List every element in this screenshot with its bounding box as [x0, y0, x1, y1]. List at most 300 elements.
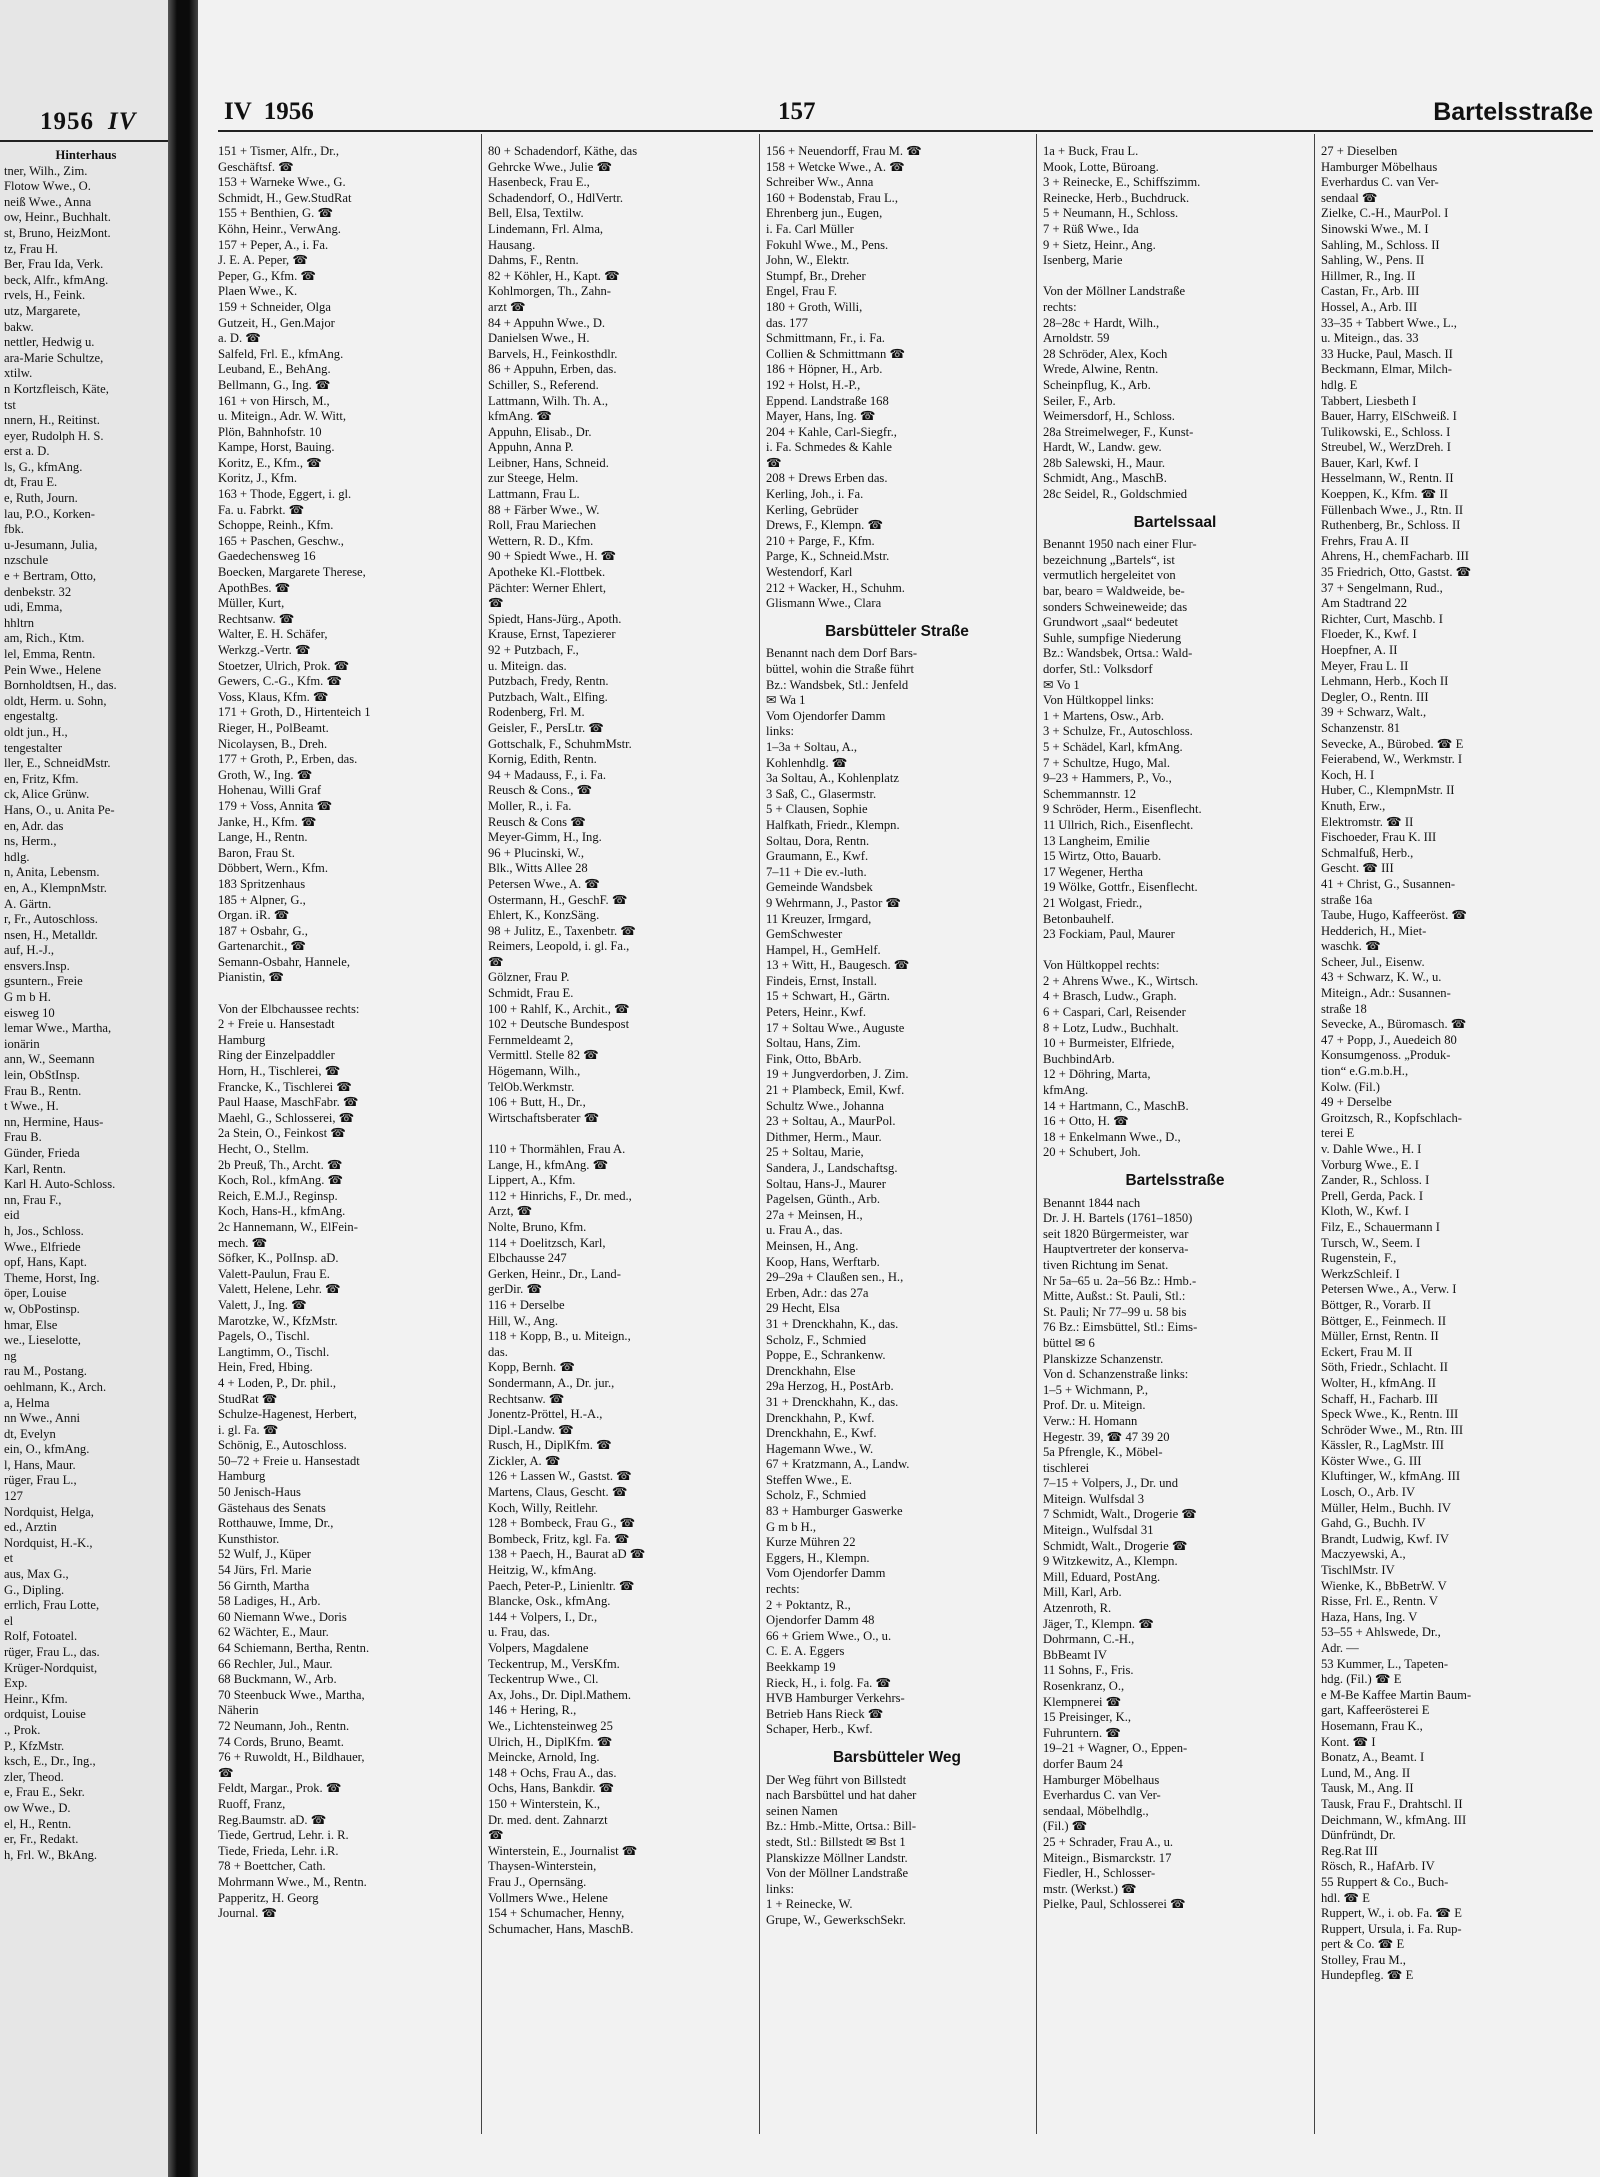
directory-entry: tiven Richtung im Senat. [1043, 1257, 1169, 1272]
left-page-line: ow, Heinr., Buchhalt. [4, 210, 111, 225]
directory-entry: Parge, K., Schneid.Mstr. [766, 549, 890, 564]
directory-entry: 29a Herzog, H., PostArb. [766, 1379, 894, 1394]
directory-entry: Rechtsanw. ☎ [488, 1391, 565, 1406]
directory-entry: 1–5 + Wichmann, P., [1043, 1382, 1149, 1397]
directory-entry: Elbchausse 247 [488, 1251, 567, 1266]
directory-entry: 183 Spritzenhaus [218, 876, 306, 891]
directory-entry: 185 + Alpner, G., [218, 892, 306, 907]
left-page-line: ow Wwe., D. [4, 1800, 71, 1815]
directory-entry: Verw.: H. Homann [1043, 1413, 1138, 1428]
directory-entry: 2 + Freie u. Hansestadt [218, 1017, 335, 1032]
column-divider [759, 134, 760, 2134]
directory-entry: ☎ [766, 455, 782, 470]
left-page-line: fbk. [4, 522, 24, 537]
directory-entry: Castan, Fr., Arb. III [1321, 284, 1420, 299]
left-page-line: ensvers.Insp. [4, 958, 70, 973]
directory-entry: 64 Schiemann, Bertha, Rentn. [218, 1641, 370, 1655]
directory-entry: Koch, H. I [1321, 767, 1375, 782]
directory-entry: 23 Fockiam, Paul, Maurer [1043, 927, 1175, 942]
directory-entry: Köhn, Heinr., VerwAng. [218, 221, 341, 236]
directory-entry: 80 + Schadendorf, Käthe, das [488, 144, 638, 158]
directory-entry: 29 Hecht, Elsa [766, 1301, 840, 1316]
directory-entry: Klempnerei ☎ [1043, 1694, 1122, 1709]
directory-entry: Ring der Einzelpaddler [218, 1048, 335, 1063]
directory-entry: Tausk, Frau F., Drahtschl. II [1321, 1796, 1463, 1811]
directory-entry: Winterstein, E., Journalist ☎ [488, 1843, 638, 1858]
directory-entry: Kampe, Horst, Bauing. [218, 440, 335, 455]
left-page-line: w, ObPostinsp. [4, 1301, 80, 1316]
left-page-line: tner, Wilh., Zim. [4, 163, 88, 178]
directory-entry: 29–29a + Claußen sen., H., [766, 1270, 904, 1285]
left-page-line: tengestalter [4, 740, 63, 755]
directory-entry: gerDir. ☎ [488, 1282, 543, 1297]
directory-entry: Losch, O., Arb. IV [1321, 1485, 1416, 1500]
directory-entry: Lehmann, Herb., Koch II [1321, 674, 1449, 689]
directory-entry: 27a + Meinsen, H., [766, 1207, 863, 1222]
left-page-line: lemar Wwe., Martha, [4, 1021, 112, 1036]
left-page-line: hdlg. [4, 849, 30, 864]
directory-entry: Von Hültkoppel rechts: [1043, 958, 1160, 973]
directory-entry: Bauer, Harry, ElSchweiß. I [1321, 409, 1457, 424]
directory-entry: BuchbindArb. [1043, 1051, 1115, 1066]
directory-entry: Isenberg, Marie [1043, 253, 1123, 268]
directory-entry: tion“ e.G.m.b.H., [1321, 1064, 1409, 1079]
directory-entry: Böttger, E., Feinmech. II [1321, 1313, 1447, 1328]
directory-entry: 28c Seidel, R., Goldschmied [1043, 487, 1188, 502]
directory-entry: Lund, M., Ang. II [1321, 1765, 1411, 1780]
directory-entry: Vollmers Wwe., Helene [488, 1890, 608, 1905]
directory-entry: 8 + Lotz, Ludw., Buchhalt. [1043, 1020, 1179, 1035]
directory-entry: Bz.: Wandsbek, Ortsa.: Wald- [1043, 646, 1193, 661]
directory-entry: Lindemann, Frl. Alma, [488, 221, 604, 236]
directory-entry: ☎ [488, 1828, 504, 1843]
directory-entry: 98 + Julitz, E., Taxenbetr. ☎ [488, 923, 636, 938]
directory-entry: Beckmann, Elmar, Milch- [1321, 362, 1452, 377]
directory-entry: 208 + Drews Erben das. [766, 471, 888, 486]
directory-entry: 180 + Groth, Willi, [766, 299, 863, 314]
directory-entry: 52 Wulf, J., Küper [218, 1547, 312, 1562]
directory-entry: Drenckhahn, P., Kwf. [766, 1410, 875, 1425]
directory-entry: 6 + Caspari, Carl, Reisender [1043, 1005, 1186, 1020]
directory-entry: hdlg. E [1321, 377, 1358, 392]
directory-entry: 12 + Döhring, Marta, [1043, 1067, 1151, 1082]
left-page-line: am, Rich., Ktm. [4, 631, 85, 646]
left-page-line: we., Lieselotte, [4, 1333, 81, 1348]
directory-entry: Plaen Wwe., K. [218, 284, 298, 299]
directory-entry: Walter, E. H. Schäfer, [218, 627, 328, 642]
directory-entry: Frehrs, Frau A. II [1321, 533, 1409, 548]
directory-entry: Hagemann Wwe., W. [766, 1441, 874, 1456]
left-page-line: et [4, 1551, 14, 1566]
directory-entry: 5 + Neumann, H., Schloss. [1043, 206, 1179, 221]
left-page-line: Wwe., Elfriede [4, 1239, 81, 1254]
directory-entry: 13 Langheim, Emilie [1043, 833, 1150, 848]
directory-entry: Nicolaysen, B., Dreh. [218, 736, 328, 751]
directory-entry: Peper, G., Kfm. ☎ [218, 268, 317, 283]
left-page-line: denbekstr. 32 [4, 584, 72, 599]
directory-entry: Wolter, H., kfmAng. II [1321, 1375, 1436, 1390]
directory-entry: Hausang. [488, 237, 536, 252]
directory-entry: Betonbauhelf. [1043, 911, 1114, 926]
directory-entry: Janke, H., Kfm. ☎ [218, 814, 317, 829]
directory-entry: 58 Ladiges, H., Arb. [218, 1594, 321, 1609]
directory-entry: hdl. ☎ E [1321, 1890, 1370, 1905]
directory-entry: Gaedechensweg 16 [218, 549, 316, 564]
directory-entry: Haza, Hans, Ing. V [1321, 1609, 1418, 1624]
directory-entry: Elektromstr. ☎ II [1321, 814, 1414, 829]
directory-entry: 118 + Kopp, B., u. Miteign., [488, 1329, 631, 1344]
directory-entry: Köster Wwe., G. III [1321, 1453, 1422, 1468]
directory-entry: Mitte, Außst.: St. Pauli, Stl.: [1043, 1289, 1186, 1304]
directory-entry: 17 + Soltau Wwe., Auguste [766, 1020, 905, 1035]
left-page-line: lein, ObStInsp. [4, 1068, 80, 1083]
directory-entry: Sahling, W., Pens. II [1321, 253, 1425, 268]
left-page-line: G m b H. [4, 990, 51, 1005]
directory-entry: G m b H., [766, 1519, 817, 1534]
left-page-line: udi, Emma, [4, 600, 63, 615]
directory-entry: 33–35 + Tabbert Wwe., L., [1321, 315, 1457, 330]
directory-entry: Rosenkranz, O., [1043, 1679, 1125, 1693]
directory-entry: Suhle, sumpfige Niederung [1043, 630, 1182, 645]
directory-entry: 179 + Voss, Annita ☎ [218, 798, 333, 813]
directory-entry: Risse, Frl. E., Rentn. V [1321, 1594, 1438, 1609]
directory-entry: u. Frau A., das. [766, 1223, 843, 1238]
directory-entry: bar, bearo = Waldweide, be- [1043, 584, 1185, 599]
left-page-line: st, Bruno, HeizMont. [4, 225, 111, 240]
directory-entry: Söfker, K., PolInsp. aD. [218, 1251, 339, 1266]
directory-entry: Petersen Wwe., A., Verw. I [1321, 1282, 1457, 1297]
directory-entry: Taube, Hugo, Kaffeeröst. ☎ [1321, 908, 1468, 923]
left-page-line: h, Frl. W., BkAng. [4, 1847, 98, 1862]
directory-entry: Scholz, F., Schmied [766, 1332, 867, 1347]
directory-entry: Putzbach, Fredy, Rentn. [488, 674, 609, 689]
directory-entry: 19 + Jungverdorben, J. Zim. [766, 1067, 909, 1082]
directory-entry: Reinecke, Herb., Buchdruck. [1043, 190, 1190, 205]
directory-entry: 19 Wölke, Gottfr., Eisenflecht. [1043, 880, 1198, 895]
directory-entry: Kolw. (Fil.) [1321, 1079, 1381, 1094]
directory-entry: 158 + Wetcke Wwe., A. ☎ [766, 159, 905, 174]
directory-entry: Dahms, F., Rentn. [488, 253, 579, 268]
directory-entry: 78 + Boettcher, Cath. [218, 1859, 326, 1874]
directory-entry: Tiede, Frieda, Lehr. i.R. [218, 1843, 339, 1858]
directory-entry: 66 + Griem Wwe., O., u. [766, 1628, 892, 1643]
directory-entry: das. [488, 1344, 508, 1359]
directory-entry: Kerling, Joh., i. Fa. [766, 487, 864, 502]
directory-entry: 204 + Kahle, Carl-Siegfr., [766, 424, 897, 439]
directory-entry: 1 + Reinecke, W. [766, 1897, 853, 1912]
left-page-header [40, 108, 136, 136]
directory-entry: Collien & Schmittmann ☎ [766, 346, 906, 361]
directory-entry: Schmidt, Frau E. [488, 986, 574, 1001]
directory-entry: Gerken, Heinr., Dr., Land- [488, 1266, 621, 1281]
directory-entry: Tabbert, Liesbeth I [1321, 393, 1417, 408]
directory-entry: Stolley, Frau M., [1321, 1952, 1406, 1967]
directory-entry: Scheinpflug, K., Arb. [1043, 377, 1151, 392]
directory-entry: Steffen Wwe., E. [766, 1472, 852, 1487]
left-page-line: aus, Max G., [4, 1567, 69, 1582]
directory-entry: 3 + Reinecke, E., Schiffszimm. [1043, 175, 1201, 190]
left-page-line: eyer, Rudolph H. S. [4, 428, 104, 443]
directory-entry: 5 + Clausen, Sophie [766, 802, 868, 817]
directory-entry: Ax, Johs., Dr. Dipl.Mathem. [488, 1687, 632, 1702]
directory-entry: Petersen Wwe., A. ☎ [488, 876, 600, 891]
directory-entry: i. gl. Fa. ☎ [218, 1422, 279, 1437]
directory-entry: 18 + Enkelmann Wwe., D., [1043, 1129, 1181, 1144]
left-page-line: Flotow Wwe., O. [4, 179, 91, 194]
directory-entry: 15 Wirtz, Otto, Bauarb. [1043, 849, 1162, 864]
directory-entry: Fischoeder, Frau K. III [1321, 830, 1437, 845]
directory-entry: Ruppert, Ursula, i. Fa. Rup- [1321, 1921, 1462, 1936]
directory-entry: Jonentz-Pröttel, H.-A., [488, 1407, 603, 1422]
left-page-fragment [0, 0, 168, 2177]
left-page-line: Frau B., Rentn. [4, 1083, 82, 1098]
left-page-line: Frau B. [4, 1130, 42, 1145]
directory-entry: Ruppert, W., i. ob. Fa. ☎ E [1321, 1906, 1462, 1921]
directory-entry: 112 + Hinrichs, F., Dr. med., [488, 1188, 632, 1203]
directory-entry: Ahrens, H., chemFacharb. III [1321, 549, 1469, 564]
directory-entry: Rieck, H., i. folg. Fa. ☎ [766, 1675, 892, 1690]
directory-entry: Everhardus C. van Ver- [1043, 1788, 1161, 1803]
directory-entry: Schönig, E., Autoschloss. [218, 1438, 347, 1453]
directory-entry: Schiller, S., Referend. [488, 377, 599, 392]
left-page-line: a, Helma [4, 1395, 50, 1410]
left-page-line: ara-Marie Schultze, [4, 350, 104, 365]
directory-entry: Stoetzer, Ulrich, Prok. ☎ [218, 658, 350, 673]
left-page-line: t Wwe., H. [4, 1099, 59, 1114]
column-divider [1036, 134, 1037, 2134]
directory-entry: kfmAng. ☎ [488, 409, 552, 424]
directory-entry: 15 + Schwart, H., Gärtn. [766, 989, 890, 1004]
directory-entry: 171 + Groth, D., Hirtenteich 1 [218, 705, 371, 720]
left-page-line: Pein Wwe., Helene [4, 662, 101, 677]
directory-entry: Ehlert, K., KonzSäng. [488, 908, 600, 923]
page-year: 1956 [263, 98, 314, 125]
directory-entry: Hamburg [218, 1032, 266, 1047]
left-page-line: rüger, Frau L., das. [4, 1645, 100, 1659]
left-page-line: el [4, 1613, 14, 1628]
directory-entry: 144 + Volpers, I., Dr., [488, 1609, 598, 1624]
directory-entry: 9 Witzkewitz, A., Klempn. [1043, 1554, 1178, 1569]
directory-entry: Müller, Helm., Buchh. IV [1321, 1500, 1451, 1515]
left-page-line: P., KfzMstr. [4, 1738, 65, 1753]
directory-entry: Reg.Rat III [1321, 1843, 1378, 1858]
directory-entry: Plön, Bahnhofstr. 10 [218, 424, 322, 439]
directory-entry: Ochs, Hans, Bankdir. ☎ [488, 1781, 615, 1796]
directory-entry: Hesselmann, W., Rentn. II [1321, 471, 1454, 486]
directory-entry: Hauptvertreter der konserva- [1043, 1242, 1189, 1257]
directory-entry: Fa. u. Fabrkt. ☎ [218, 502, 305, 517]
directory-entry: Appuhn, Anna P. [488, 440, 574, 455]
directory-entry: Schoppe, Reinh., Kfm. [218, 518, 334, 533]
directory-entry: WerkzSchleif. I [1321, 1266, 1400, 1281]
directory-entry: Weimersdorf, H., Schloss. [1043, 409, 1175, 424]
directory-entry: Langtimm, O., Tischl. [218, 1344, 330, 1359]
directory-entry: 76 + Ruwoldt, H., Bildhauer, [218, 1750, 365, 1765]
directory-entry: Gehrcke Wwe., Julie ☎ [488, 159, 613, 174]
directory-entry: We., Lichtensteinweg 25 [488, 1718, 613, 1733]
directory-entry: John, W., Elektr. [766, 253, 850, 268]
directory-entry: terei E [1321, 1126, 1355, 1141]
directory-entry: Vorburg Wwe., E. I [1321, 1157, 1419, 1172]
directory-entry: Konsumgenoss. „Produk- [1321, 1048, 1451, 1063]
directory-entry: 76 Bz.: Eimsbüttel, Stl.: Eims- [1043, 1320, 1198, 1335]
directory-entry: Valett-Paulun, Frau E. [218, 1266, 330, 1281]
left-page-line: e + Bertram, Otto, [4, 569, 97, 584]
directory-entry: Fokuhl Wwe., M., Pens. [766, 237, 889, 252]
left-page-line: Krüger-Nordquist, [4, 1660, 98, 1675]
left-page-line: en, Fritz, Kfm. [4, 771, 79, 786]
left-page-line: nn, Hermine, Haus- [4, 1114, 104, 1129]
directory-entry: 9 Schröder, Herm., Eisenflecht. [1043, 802, 1202, 817]
directory-entry: 50 Jenisch-Haus [218, 1485, 301, 1500]
directory-entry: seinen Namen [766, 1803, 838, 1818]
directory-entry: 88 + Färber Wwe., W. [488, 502, 600, 517]
directory-entry: Moller, R., i. Fa. [488, 798, 572, 813]
directory-entry: 25 + Schrader, Frau A., u. [1043, 1834, 1174, 1849]
left-page-line: nettler, Hedwig u. [4, 335, 95, 350]
directory-entry: Spiedt, Hans-Jürg., Apoth. [488, 611, 622, 626]
directory-entry: Kohlenhdlg. ☎ [766, 755, 848, 770]
directory-entry: straße 18 [1321, 1001, 1367, 1016]
directory-entry: 11 Sohns, F., Fris. [1043, 1663, 1134, 1678]
directory-entry: Füllenbach Wwe., J., Rtn. II [1321, 502, 1464, 517]
directory-entry: 154 + Schumacher, Henny, [488, 1906, 625, 1921]
directory-entry: Rösch, R., HafArb. IV [1321, 1859, 1435, 1874]
left-page-line: ordquist, Louise [4, 1707, 86, 1722]
directory-page [198, 0, 1600, 2177]
directory-entry: Erben, Adr.: das 27a [766, 1285, 869, 1300]
left-page-line: er, Fr., Redakt. [4, 1832, 79, 1847]
directory-entry: 20 + Schubert, Joh. [1043, 1145, 1141, 1160]
directory-entry: Gartenarchit., ☎ [218, 939, 307, 954]
directory-entry: 19–21 + Wagner, O., Eppen- [1043, 1741, 1188, 1756]
directory-entry: Rechtsanw. ☎ [218, 611, 295, 626]
directory-entry: 114 + Doelitzsch, Karl, [488, 1235, 606, 1250]
directory-entry: mstr. (Werkst.) ☎ [1043, 1881, 1137, 1896]
directory-entry: Tiede, Gertrud, Lehr. i. R. [218, 1828, 349, 1843]
directory-entry: ☎ [488, 954, 504, 969]
directory-entry: Semann-Osbahr, Hannele, [218, 954, 351, 969]
left-page-line: lel, Emma, Rentn. [4, 647, 96, 661]
directory-entry: 7–11 + Die ev.-luth. [766, 864, 867, 879]
directory-entry: Meinsen, H., Ang. [766, 1238, 859, 1253]
directory-entry: Maczyewski, A., [1321, 1547, 1406, 1562]
directory-entry: Hegestr. 39, ☎ 47 39 20 [1043, 1429, 1170, 1444]
directory-entry: dorfer Baum 24 [1043, 1756, 1123, 1771]
directory-entry: 28a Streimelweger, F., Kunst- [1043, 424, 1194, 439]
directory-entry: Bonatz, A., Beamt. I [1321, 1750, 1425, 1765]
directory-entry: Bz.: Wandsbek, Stl.: Jenfeld [766, 677, 909, 692]
directory-entry: 62 Wächter, E., Maur. [218, 1625, 329, 1640]
directory-entry: Rusch, H., DiplKfm. ☎ [488, 1438, 612, 1453]
directory-entry: Schadendorf, O., HdlVertr. [488, 190, 624, 205]
directory-entry: Kässler, R., LagMstr. III [1321, 1438, 1444, 1453]
directory-entry: Lange, H., kfmAng. ☎ [488, 1157, 609, 1172]
directory-entry: Schumacher, Hans, MaschB. [488, 1921, 634, 1936]
page-header-left [224, 98, 314, 126]
left-page-line: eid [4, 1208, 20, 1223]
left-page-line: neiß Wwe., Anna [4, 194, 92, 209]
directory-entry [218, 986, 474, 1002]
directory-entry: zur Steege, Helm. [488, 471, 579, 486]
directory-entry: Feldt, Margar., Prok. ☎ [218, 1781, 342, 1796]
directory-entry: TelOb.Werkmstr. [488, 1079, 575, 1094]
left-page-line: zler, Theod. [4, 1769, 64, 1784]
directory-entry: 161 + von Hirsch, M., [218, 393, 330, 408]
directory-entry: Miteign., Adr.: Susannen- [1321, 986, 1451, 1001]
directory-entry: Müller, Kurt, [218, 596, 285, 611]
directory-entry: bezeichnung „Bartels“, ist [1043, 552, 1175, 567]
directory-entry: Lange, H., Rentn. [218, 830, 308, 845]
directory-entry: i. Fa. Carl Müller [766, 221, 854, 236]
directory-entry: GemSchwester [766, 927, 843, 942]
directory-entry: Degler, O., Rentn. III [1321, 689, 1429, 704]
directory-entry: 9 + Sietz, Heinr., Ang. [1043, 237, 1156, 252]
left-page-line: ns, Herm., [4, 834, 57, 849]
left-page-line: erst a. D. [4, 444, 50, 459]
left-page-line: Hinterhaus [55, 148, 117, 162]
directory-entry: Arnoldstr. 59 [1043, 331, 1110, 346]
directory-entry: Apotheke Kl.-Flottbek. [488, 565, 606, 580]
directory-entry: 11 Kreuzer, Irmgard, [766, 911, 872, 926]
directory-entry: hdg. (Fil.) ☎ E [1321, 1672, 1402, 1687]
directory-entry: Hillmer, R., Ing. II [1321, 268, 1416, 283]
directory-entry: 128 + Bombeck, Frau G., ☎ [488, 1516, 636, 1531]
directory-entry: Benannt nach dem Dorf Bars- [766, 646, 918, 661]
directory-entry: 28b Salewski, H., Maur. [1043, 455, 1166, 470]
directory-entry: ☎ [218, 1765, 234, 1780]
directory-entry: Ruthenberg, Br., Schloss. II [1321, 518, 1461, 533]
directory-entry: Pagels, O., Tischl. [218, 1329, 310, 1344]
directory-entry: Teckentrup, M., VersKfm. [488, 1656, 620, 1671]
directory-entry: 92 + Putzbach, F., [488, 643, 579, 657]
directory-entry: Everhardus C. van Ver- [1321, 175, 1439, 190]
column-5 [1321, 144, 1583, 2134]
left-page-line: el, H., Rentn. [4, 1816, 72, 1831]
directory-entry: 210 + Parge, F., Kfm. [766, 533, 875, 548]
directory-entry: Tulikowski, E., Schloss. I [1321, 424, 1451, 439]
directory-entry: Hossel, A., Arb. III [1321, 299, 1418, 314]
directory-entry: Betrieb Hans Rieck ☎ [766, 1706, 884, 1721]
directory-entry: Nr 5a–65 u. 2a–56 Bz.: Hmb.- [1043, 1273, 1197, 1288]
directory-entry: Geisler, F., PersLtr. ☎ [488, 720, 604, 735]
directory-entry: Kornig, Edith, Rentn. [488, 752, 597, 767]
directory-entry: Högemann, Wilh., [488, 1064, 581, 1079]
directory-entry: Putzbach, Walt., Elfing. [488, 689, 608, 704]
directory-entry: 177 + Groth, P., Erben, das. [218, 752, 358, 767]
directory-entry: 37 + Sengelmann, Rud., [1321, 580, 1443, 595]
directory-entry: 53 Kummer, L., Tapeten- [1321, 1656, 1449, 1671]
directory-entry: St. Pauli; Nr 77–99 u. 58 bis [1043, 1304, 1187, 1319]
left-page-line: u-Jesumann, Julia, [4, 537, 98, 552]
directory-entry: Fuhruntern. ☎ [1043, 1725, 1121, 1740]
left-page-line: l, Hans, Maur. [4, 1457, 76, 1472]
directory-entry: 146 + Hering, R., [488, 1703, 577, 1718]
directory-entry: Hamburg [218, 1469, 266, 1484]
directory-entry: Koch, Rol., kfmAng. ☎ [218, 1173, 344, 1188]
directory-entry: 54 Jürs, Frl. Marie [218, 1563, 312, 1578]
directory-entry: 17 Wegener, Hertha [1043, 864, 1144, 879]
left-page-line: ller, E., SchneidMstr. [4, 756, 111, 771]
left-page-line: oehlmann, K., Arch. [4, 1379, 107, 1394]
directory-entry: Sahling, M., Schloss. II [1321, 237, 1440, 252]
directory-entry: Streubel, W., WerzDreh. I [1321, 440, 1451, 455]
directory-entry: 156 + Neuendorff, Frau M. ☎ [766, 144, 922, 158]
directory-entry: Dr. med. dent. Zahnarzt [488, 1812, 608, 1827]
directory-entry: 9–23 + Hammers, P., Vo., [1043, 771, 1172, 786]
directory-entry: Hardt, W., Landw. gew. [1043, 440, 1162, 455]
left-page-line: dt, Frau E. [4, 475, 58, 490]
